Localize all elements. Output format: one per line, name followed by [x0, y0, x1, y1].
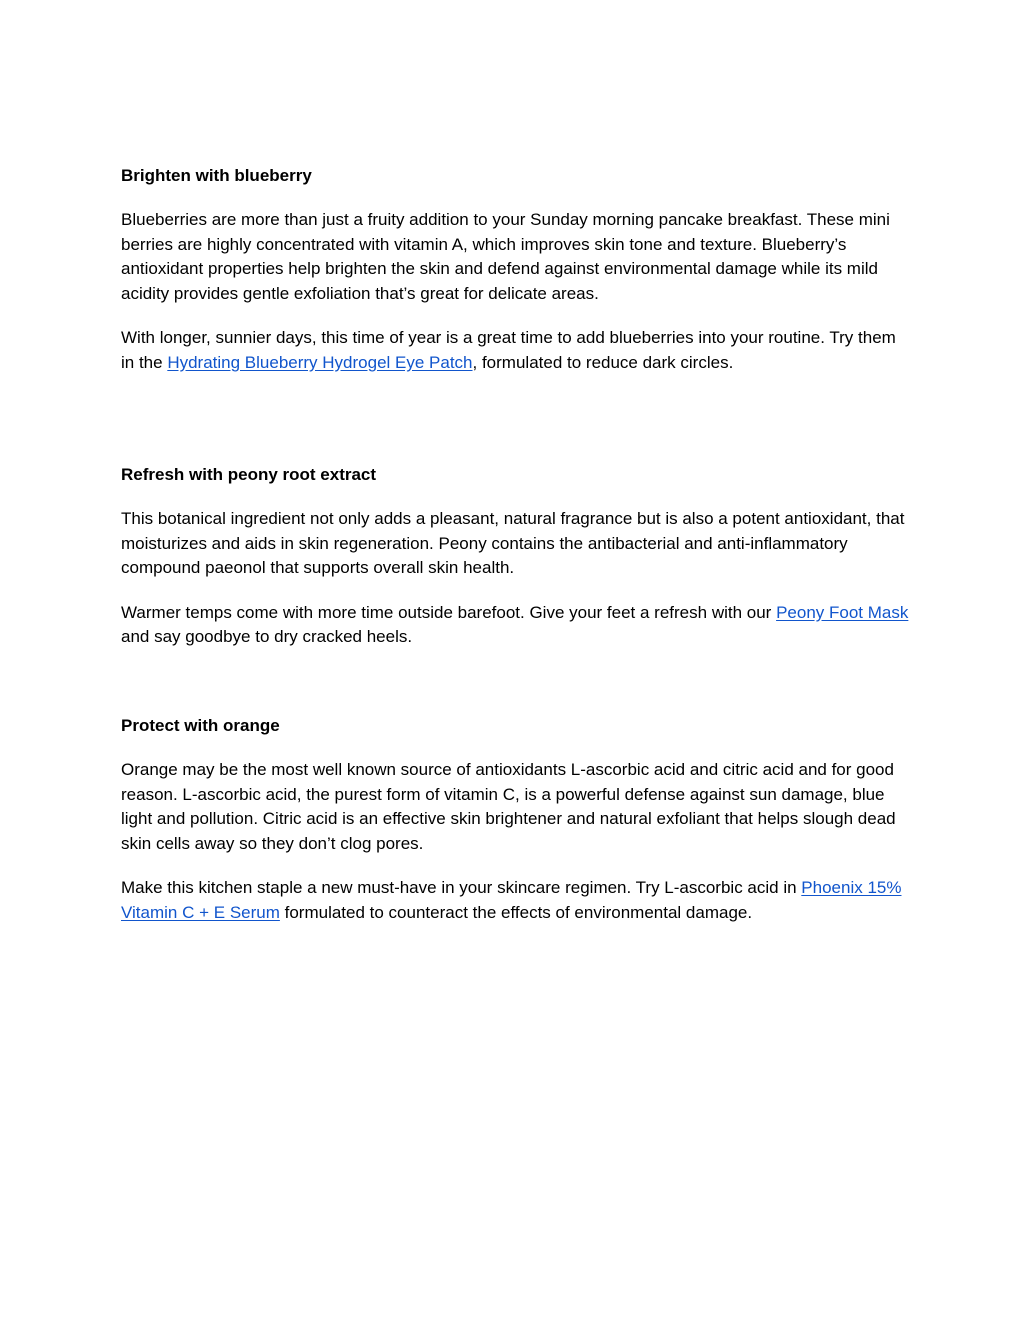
paragraph-text: formulated to counteract the effects of environmental damage. [279, 902, 753, 922]
paragraph-text: Make this kitchen staple a new must-have in your skincare regimen. Try L-ascorbic acid in [121, 878, 802, 897]
section-paragraph-with-link [121, 876, 911, 925]
section-paragraph-with-link [121, 326, 911, 375]
paragraph-text: Warmer temps come with more time outside barefoot. Give your feet a refresh with our [121, 602, 777, 622]
section-paragraph: Orange may be the most well known source of antioxidants L-ascorbic acid and citric acid and for good reason. L-ascorbic acid, the purest form of vitamin C, is a powerful defense against sun damage, blue light and pollution. Citric acid is an effective skin brightener and natural exfoliant that helps slough dead skin cells away so they don’t clog pores. [121, 760, 896, 853]
section-heading: Brighten with blueberry [121, 166, 312, 185]
section-paragraph: Blueberries are more than just a fruity addition to your Sunday morning pancake breakfast. These mini berries are highly concentrated with vitamin A, which improves skin tone and texture. Blueberry’s antioxidant properties help brighten the skin and defend against environmental damage while its mild acidity provides gentle exfoliation that’s great for delicate areas. [121, 210, 890, 303]
section-heading: Refresh with peony root extract [121, 465, 377, 484]
section-paragraph-with-link [121, 601, 911, 650]
paragraph-text: , formulated to reduce dark circles. [472, 352, 734, 372]
section-heading: Protect with orange [121, 716, 280, 735]
product-link-peony-foot-mask[interactable]: Peony Foot Mask [776, 602, 909, 622]
section-orange [121, 714, 911, 925]
paragraph-text: With longer, sunnier days, this time of year is a great time to add blueberries into your routine. Try them in the [121, 328, 896, 372]
section-blueberry [121, 164, 911, 375]
paragraph-text: and say goodbye to dry cracked heels. [121, 627, 413, 646]
section-peony [121, 463, 911, 650]
section-paragraph: This botanical ingredient not only adds a pleasant, natural fragrance but is also a potent antioxidant, that moisturizes and aids in skin regeneration. Peony contains the antibacterial and anti-inflammatory compound paeonol that supports overall skin health. [121, 509, 905, 577]
product-link-blueberry-eye-patch[interactable]: Hydrating Blueberry Hydrogel Eye Patch [167, 352, 473, 372]
product-link-vitamin-c-serum[interactable]: Phoenix 15% Vitamin C + E Serum [121, 878, 902, 922]
